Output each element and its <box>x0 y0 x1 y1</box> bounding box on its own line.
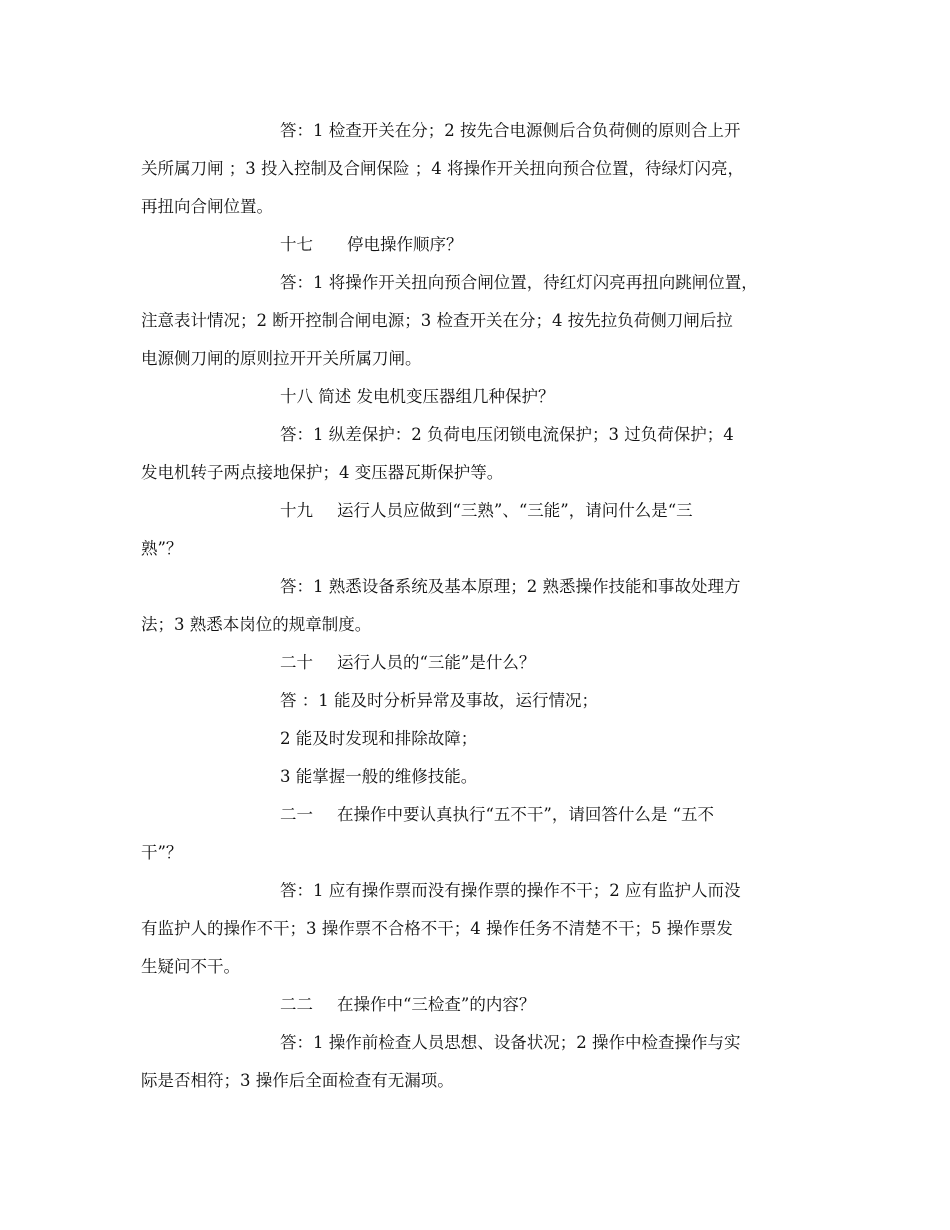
question-heading <box>141 644 811 682</box>
text-line: 干”？ <box>141 843 183 862</box>
answer-line <box>141 606 811 644</box>
text-line: 再扭向合闸位置。 <box>141 197 273 216</box>
text-line: 3 能掌握一般的维修技能。 <box>280 767 478 786</box>
question-text: 运行人员的“三能”是什么？ <box>337 653 536 672</box>
text-line: 答 ：1 能及时分析异常及事故，运行情况； <box>280 691 598 710</box>
text-line: 熟”？ <box>141 539 183 558</box>
document-body <box>141 112 811 1100</box>
question-number: 十九 <box>280 501 313 520</box>
answer-line <box>141 188 811 226</box>
answer-line <box>141 872 811 910</box>
answer-line <box>141 720 811 758</box>
text-line: 发电机转子两点接地保护；4 变压器瓦斯保护等。 <box>141 463 504 482</box>
answer-line <box>141 568 811 606</box>
answer-line <box>141 416 811 454</box>
question-number: 二十 <box>280 653 313 672</box>
question-heading <box>141 492 811 530</box>
answer-line <box>141 454 811 492</box>
text-line: 注意表计情况；2 断开控制合闸电源；3 检查开关在分；4 按先拉负荷侧刀闸后拉 <box>141 311 733 330</box>
answer-line <box>141 910 811 948</box>
text-line: 有监护人的操作不干；3 操作票不合格不干；4 操作任务不清楚不干；5 操作票发 <box>141 919 733 938</box>
answer-line <box>141 112 811 150</box>
text-line: 答：1 熟悉设备系统及基本原理；2 熟悉操作技能和事故处理方 <box>280 577 741 596</box>
text-line: 际是否相符；3 操作后全面检查有无漏项。 <box>141 1071 454 1090</box>
text-line: 2 能及时发现和排除故障； <box>280 729 478 748</box>
answer-line <box>141 302 811 340</box>
text-line: 法；3 熟悉本岗位的规章制度。 <box>141 615 372 634</box>
answer-line <box>141 682 811 720</box>
text-line: 答：1 应有操作票而没有操作票的操作不干；2 应有监护人而没 <box>280 881 741 900</box>
answer-line <box>141 948 811 986</box>
question-text: 在操作中要认真执行“五不干”，请回答什么是 “五不 <box>337 805 715 824</box>
text-line: 答：1 操作前检查人员思想、设备状况；2 操作中检查操作与实 <box>280 1033 741 1052</box>
question-heading <box>141 226 811 264</box>
question-heading <box>141 986 811 1024</box>
text-line: 答：1 将操作开关扭向预合闸位置，待红灯闪亮再扭向跳闸位置， <box>280 273 758 292</box>
answer-line <box>141 340 811 378</box>
question-number: 二一 <box>280 805 313 824</box>
answer-line <box>141 150 811 188</box>
answer-line <box>141 1062 811 1100</box>
question-continuation <box>141 834 811 872</box>
question-text: 在操作中“三检查”的内容？ <box>337 995 536 1014</box>
answer-line <box>141 758 811 796</box>
question-text: 运行人员应做到“三熟”、“三能”，请问什么是“三 <box>337 501 693 520</box>
question-continuation <box>141 530 811 568</box>
answer-line <box>141 1024 811 1062</box>
question-text: 停电操作顺序？ <box>347 235 463 254</box>
question-text: 十八 简述 发电机变压器组几种保护？ <box>280 387 555 406</box>
text-line: 答：1 检查开关在分；2 按先合电源侧后合负荷侧的原则合上开 <box>280 121 741 140</box>
question-heading <box>141 796 811 834</box>
text-line: 电源侧刀闸的原则拉开开关所属刀闸。 <box>141 349 422 368</box>
text-line: 关所属刀闸 ；3 投入控制及合闸保险 ；4 将操作开关扭向预合位置，待绿灯闪亮， <box>141 159 744 178</box>
text-line: 答：1 纵差保护：2 负荷电压闭锁电流保护；3 过负荷保护；4 <box>280 425 734 444</box>
question-number: 十七 <box>280 235 313 254</box>
question-heading <box>141 378 811 416</box>
question-number: 二二 <box>280 995 313 1014</box>
text-line: 生疑问不干。 <box>141 957 240 976</box>
answer-line <box>141 264 811 302</box>
